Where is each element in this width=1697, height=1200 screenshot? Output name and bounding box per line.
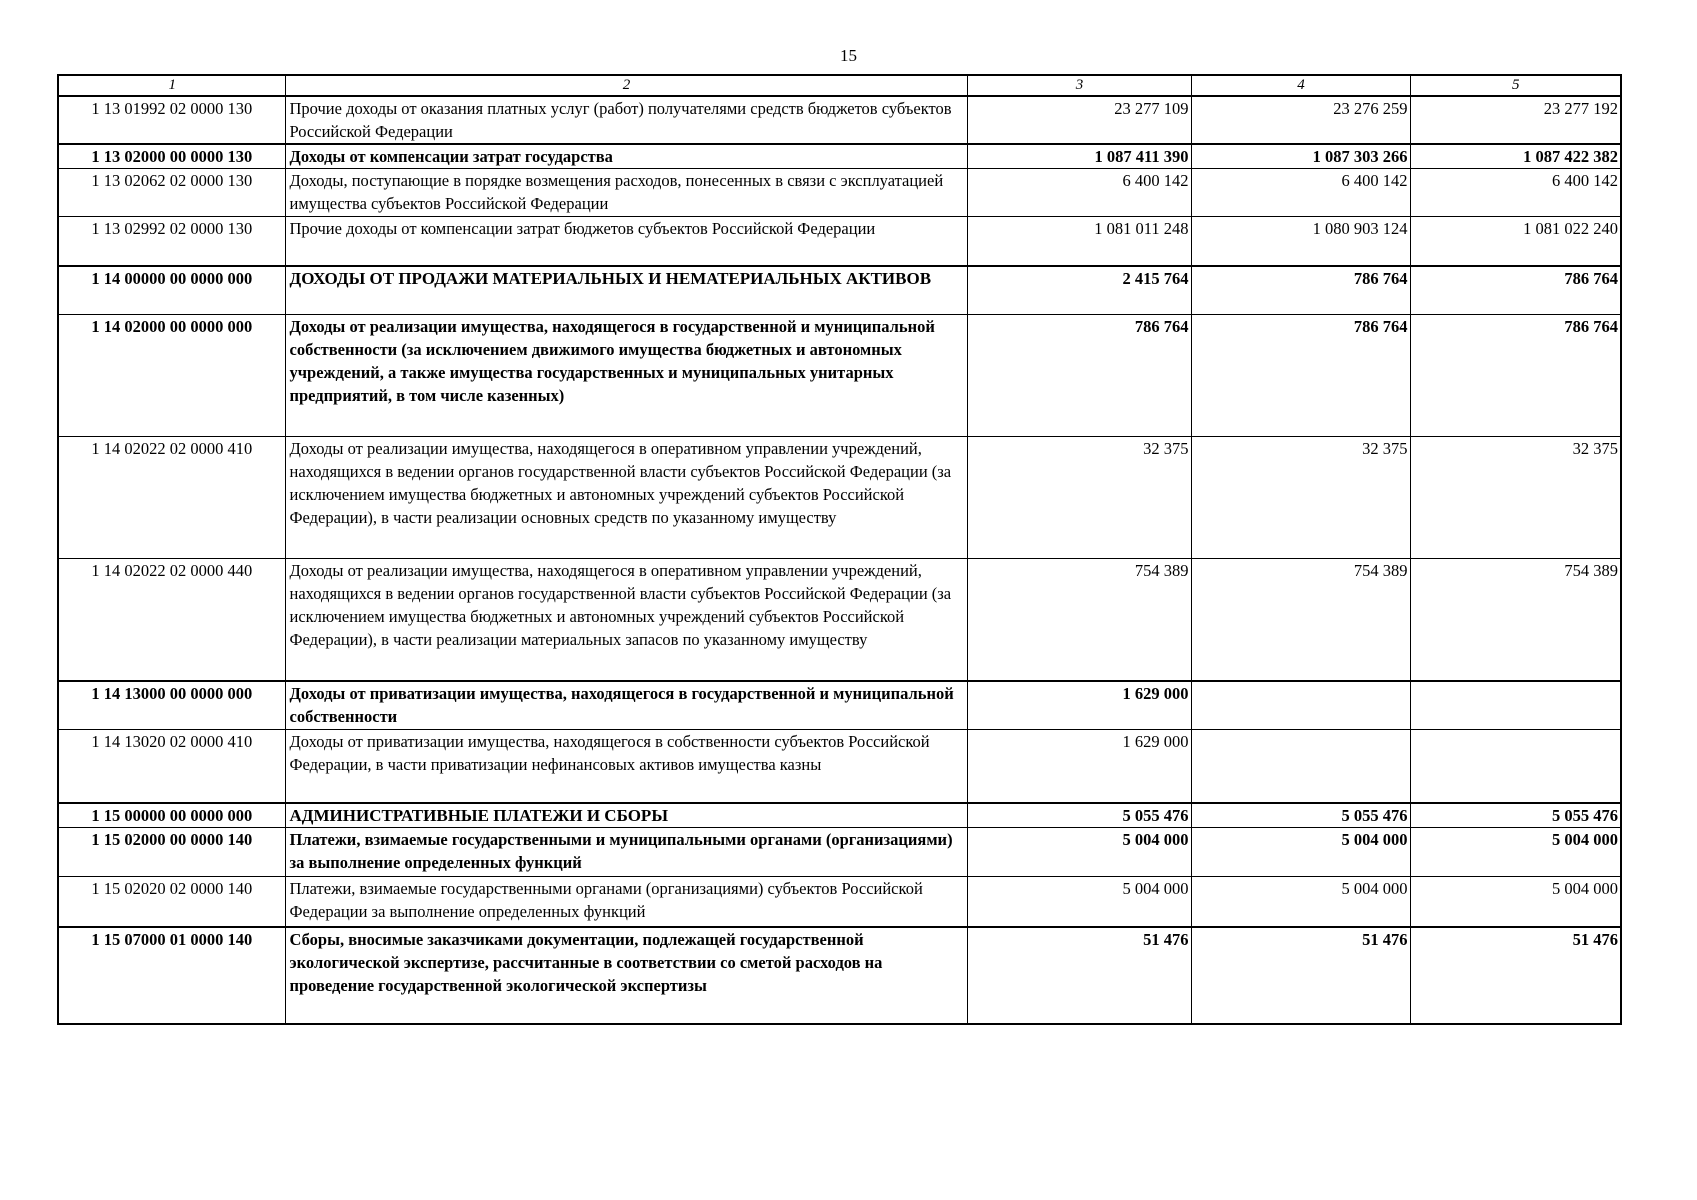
row-value-col4: 5 055 476	[1191, 803, 1410, 828]
row-value-col3: 754 389	[967, 559, 1191, 681]
column-number-2: 2	[285, 75, 967, 96]
row-value-col4: 51 476	[1191, 927, 1410, 1024]
row-name: ДОХОДЫ ОТ ПРОДАЖИ МАТЕРИАЛЬНЫХ И НЕМАТЕРИАЛЬНЫХ АКТИВОВ	[285, 266, 967, 315]
row-value-col5: 32 375	[1410, 437, 1621, 559]
row-value-col5: 5 004 000	[1410, 877, 1621, 927]
table-row	[58, 927, 1621, 1024]
row-value-col3: 1 087 411 390	[967, 144, 1191, 169]
row-code: 1 14 13020 02 0000 410	[58, 730, 285, 803]
row-value-col4: 1 087 303 266	[1191, 144, 1410, 169]
column-number-1: 1	[58, 75, 285, 96]
row-code: 1 14 00000 00 0000 000	[58, 266, 285, 315]
table-row	[58, 169, 1621, 217]
row-name: Доходы от приватизации имущества, находящегося в собственности субъектов Российской Федерации, в части приватизации нефинансовых активов имущества казны	[285, 730, 967, 803]
row-name: Прочие доходы от компенсации затрат бюджетов субъектов Российской Федерации	[285, 217, 967, 266]
row-code: 1 14 13000 00 0000 000	[58, 681, 285, 730]
row-value-col3: 2 415 764	[967, 266, 1191, 315]
row-value-col3: 1 629 000	[967, 681, 1191, 730]
row-code: 1 14 02000 00 0000 000	[58, 315, 285, 437]
row-name: Прочие доходы от оказания платных услуг (работ) получателями средств бюджетов субъектов Российской Федерации	[285, 96, 967, 144]
row-name: Доходы от приватизации имущества, находящегося в государственной и муниципальной собственности	[285, 681, 967, 730]
row-value-col5	[1410, 681, 1621, 730]
column-number-5: 5	[1410, 75, 1621, 96]
table-row	[58, 803, 1621, 828]
table-row	[58, 96, 1621, 144]
row-code: 1 15 07000 01 0000 140	[58, 927, 285, 1024]
table-row	[58, 877, 1621, 927]
row-value-col5: 786 764	[1410, 315, 1621, 437]
row-name: Доходы от компенсации затрат государства	[285, 144, 967, 169]
row-value-col3: 1 629 000	[967, 730, 1191, 803]
row-code: 1 15 02020 02 0000 140	[58, 877, 285, 927]
row-code: 1 14 02022 02 0000 440	[58, 559, 285, 681]
row-value-col5: 5 004 000	[1410, 828, 1621, 877]
row-value-col4: 786 764	[1191, 315, 1410, 437]
row-value-col5: 5 055 476	[1410, 803, 1621, 828]
row-value-col4: 23 276 259	[1191, 96, 1410, 144]
row-value-col5: 23 277 192	[1410, 96, 1621, 144]
column-number-3: 3	[967, 75, 1191, 96]
row-value-col3: 51 476	[967, 927, 1191, 1024]
column-number-header	[58, 75, 1621, 96]
row-name: Доходы от реализации имущества, находящегося в оперативном управлении учреждений, находящихся в ведении органов государственной власти субъектов Российской Федерации (за исключением имущества бюджетных и автономных учреждений субъектов Российской Федерации), в части реализации основных средств по указанному имуществу	[285, 437, 967, 559]
row-value-col3: 32 375	[967, 437, 1191, 559]
row-name: Доходы от реализации имущества, находящегося в государственной и муниципальной собственности (за исключением движимого имущества бюджетных и автономных учреждений, а также имущества государственных и муниципальных унитарных предприятий, в том числе казенных)	[285, 315, 967, 437]
row-code: 1 15 00000 00 0000 000	[58, 803, 285, 828]
row-value-col3: 5 004 000	[967, 828, 1191, 877]
row-name: Платежи, взимаемые государственными и муниципальными органами (организациями) за выполнение определенных функций	[285, 828, 967, 877]
row-code: 1 13 02992 02 0000 130	[58, 217, 285, 266]
row-value-col4: 5 004 000	[1191, 877, 1410, 927]
table-row	[58, 217, 1621, 266]
table-row	[58, 144, 1621, 169]
row-name: Доходы от реализации имущества, находящегося в оперативном управлении учреждений, находящихся в ведении органов государственной власти субъектов Российской Федерации (за исключением имущества бюджетных и автономных учреждений субъектов Российской Федерации), в части реализации материальных запасов по указанному имуществу	[285, 559, 967, 681]
row-value-col5: 51 476	[1410, 927, 1621, 1024]
table-row	[58, 437, 1621, 559]
row-code: 1 14 02022 02 0000 410	[58, 437, 285, 559]
row-name: АДМИНИСТРАТИВНЫЕ ПЛАТЕЖИ И СБОРЫ	[285, 803, 967, 828]
row-name: Платежи, взимаемые государственными органами (организациями) субъектов Российской Федерации за выполнение определенных функций	[285, 877, 967, 927]
row-value-col4: 754 389	[1191, 559, 1410, 681]
row-value-col5: 1 081 022 240	[1410, 217, 1621, 266]
row-value-col4: 6 400 142	[1191, 169, 1410, 217]
row-value-col4: 32 375	[1191, 437, 1410, 559]
row-value-col3: 1 081 011 248	[967, 217, 1191, 266]
row-code: 1 13 02062 02 0000 130	[58, 169, 285, 217]
revenue-table	[57, 74, 1622, 1025]
row-value-col4: 786 764	[1191, 266, 1410, 315]
row-name: Доходы, поступающие в порядке возмещения расходов, понесенных в связи с эксплуатацией имущества субъектов Российской Федерации	[285, 169, 967, 217]
row-value-col3: 23 277 109	[967, 96, 1191, 144]
row-value-col5: 1 087 422 382	[1410, 144, 1621, 169]
table-row	[58, 681, 1621, 730]
row-value-col5: 6 400 142	[1410, 169, 1621, 217]
row-name: Сборы, вносимые заказчиками документации, подлежащей государственной экологической экспертизе, рассчитанные в соответствии со сметой расходов на проведение государственной экологической экспертизы	[285, 927, 967, 1024]
row-value-col4	[1191, 730, 1410, 803]
table-row	[58, 828, 1621, 877]
row-value-col4: 5 004 000	[1191, 828, 1410, 877]
row-value-col5	[1410, 730, 1621, 803]
table-row	[58, 266, 1621, 315]
row-value-col5: 754 389	[1410, 559, 1621, 681]
table-row	[58, 315, 1621, 437]
row-value-col4	[1191, 681, 1410, 730]
table-row	[58, 559, 1621, 681]
row-code: 1 13 02000 00 0000 130	[58, 144, 285, 169]
column-number-4: 4	[1191, 75, 1410, 96]
row-value-col3: 786 764	[967, 315, 1191, 437]
row-code: 1 13 01992 02 0000 130	[58, 96, 285, 144]
row-value-col3: 5 055 476	[967, 803, 1191, 828]
row-value-col3: 6 400 142	[967, 169, 1191, 217]
table-row	[58, 730, 1621, 803]
row-value-col5: 786 764	[1410, 266, 1621, 315]
row-code: 1 15 02000 00 0000 140	[58, 828, 285, 877]
page-number: 15	[840, 46, 857, 65]
row-value-col4: 1 080 903 124	[1191, 217, 1410, 266]
row-value-col3: 5 004 000	[967, 877, 1191, 927]
